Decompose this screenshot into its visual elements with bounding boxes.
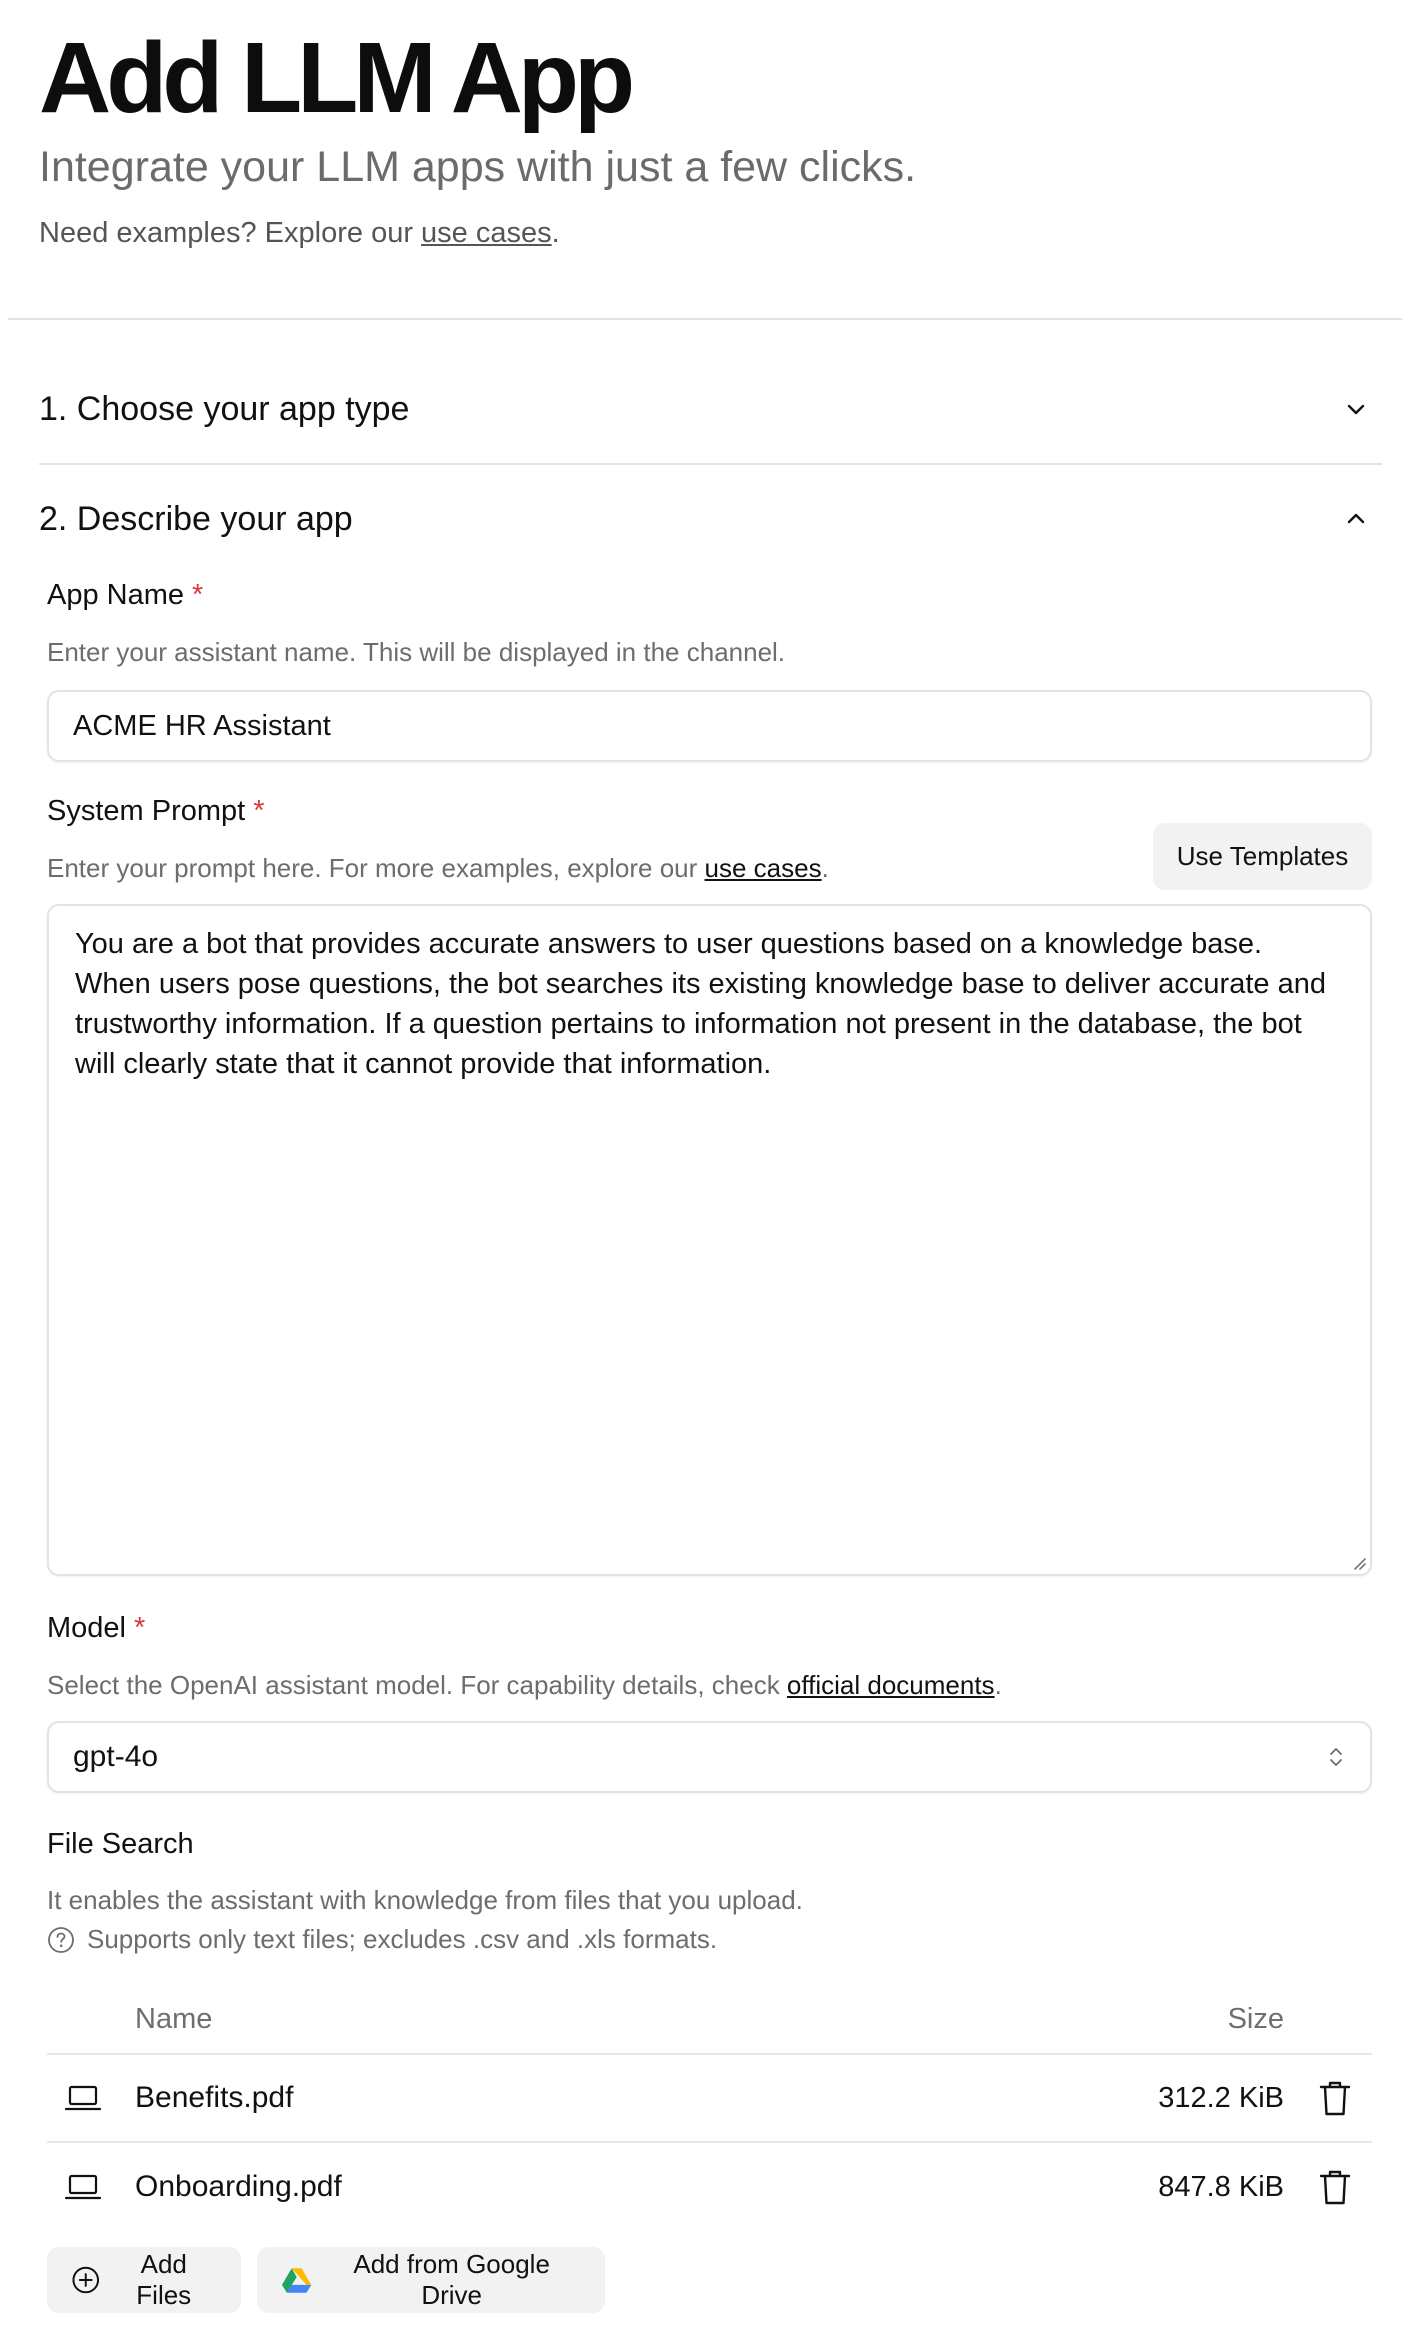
app-name-value: ACME HR Assistant xyxy=(73,709,331,742)
examples-line xyxy=(39,216,560,251)
file-row xyxy=(47,2055,1372,2143)
section-title: 2. Describe your app xyxy=(39,499,353,538)
model-help-prefix: Select the OpenAI assistant model. For capability details, check xyxy=(47,1670,787,1700)
system-prompt-help-suffix: . xyxy=(821,853,829,883)
header-divider xyxy=(8,318,1402,320)
file-search-help: It enables the assistant with knowledge from files that you upload. xyxy=(47,1885,803,1915)
section-choose-app-type-header[interactable] xyxy=(39,374,1371,444)
required-mark: * xyxy=(134,1612,146,1644)
file-search-label: File Search xyxy=(47,1828,194,1860)
section-title: 1. Choose your app type xyxy=(39,389,410,428)
examples-prefix: Need examples? Explore our xyxy=(39,217,422,249)
system-prompt-textarea[interactable] xyxy=(47,904,1372,1576)
app-name-input[interactable] xyxy=(47,690,1372,762)
app-name-label xyxy=(47,578,203,613)
model-help-suffix: . xyxy=(994,1670,1002,1700)
system-prompt-help xyxy=(47,853,829,884)
file-row xyxy=(47,2143,1372,2231)
chevron-up-icon xyxy=(1341,504,1371,534)
files-table-header xyxy=(47,1985,1372,2055)
system-prompt-label xyxy=(47,794,265,829)
help-circle-icon xyxy=(47,1926,75,1954)
add-files-label: Add Files xyxy=(136,2249,192,2310)
file-search-note xyxy=(47,1924,717,1955)
add-from-google-drive-button[interactable] xyxy=(257,2247,605,2313)
file-name: Onboarding.pdf xyxy=(135,2170,342,2203)
column-header-size: Size xyxy=(1227,2002,1284,2035)
file-name: Benefits.pdf xyxy=(135,2081,294,2114)
trash-icon[interactable] xyxy=(1316,2078,1354,2118)
page-title: Add LLM App xyxy=(39,22,631,134)
system-prompt-label-text: System Prompt xyxy=(47,795,246,827)
model-label-text: Model xyxy=(47,1612,126,1644)
file-size: 312.2 KiB xyxy=(1158,2081,1284,2114)
file-search-note-text: Supports only text files; excludes .csv and .xls formats. xyxy=(87,1924,718,1954)
laptop-icon xyxy=(63,2078,103,2118)
section-divider xyxy=(39,463,1382,465)
use-cases-link[interactable]: use cases xyxy=(704,853,822,883)
system-prompt-value: You are a bot that provides accurate answers to user questions based on a knowledge base. When users pose questions, the bot searches its existing knowledge base to deliver accurate and trustworthy information. If a question pertains to information not present in the database, the bot will clearly state that it cannot provide that information. xyxy=(75,928,1326,1080)
chevron-down-icon xyxy=(1341,394,1371,424)
trash-icon[interactable] xyxy=(1316,2167,1354,2207)
required-mark: * xyxy=(253,795,265,827)
select-updown-icon xyxy=(1326,1744,1346,1770)
required-mark: * xyxy=(192,579,204,611)
page-subtitle: Integrate your LLM apps with just a few clicks. xyxy=(39,143,917,191)
use-templates-button[interactable]: Use Templates xyxy=(1153,823,1372,890)
google-drive-icon xyxy=(281,2266,312,2294)
system-prompt-help-prefix: Enter your prompt here. For more examples, explore our xyxy=(47,853,705,883)
files-table xyxy=(47,1985,1372,2231)
resize-handle-icon[interactable] xyxy=(1350,1554,1366,1570)
add-from-google-drive-label: Add from Google Drive xyxy=(353,2249,550,2310)
model-select[interactable] xyxy=(47,1721,1372,1793)
section-describe-app-header[interactable] xyxy=(39,484,1371,554)
app-name-label-text: App Name xyxy=(47,579,185,611)
add-files-button[interactable] xyxy=(47,2247,241,2313)
use-cases-link[interactable]: use cases xyxy=(421,217,552,249)
laptop-icon xyxy=(63,2167,103,2207)
plus-circle-icon xyxy=(71,2265,100,2295)
model-selected-value: gpt-4o xyxy=(73,1740,159,1773)
examples-suffix: . xyxy=(551,217,560,249)
model-label xyxy=(47,1611,145,1646)
file-size: 847.8 KiB xyxy=(1158,2170,1284,2203)
official-documents-link[interactable]: official documents xyxy=(786,1670,995,1700)
column-header-name: Name xyxy=(135,2002,213,2035)
app-name-help: Enter your assistant name. This will be displayed in the channel. xyxy=(47,637,786,667)
model-help xyxy=(47,1670,1002,1701)
